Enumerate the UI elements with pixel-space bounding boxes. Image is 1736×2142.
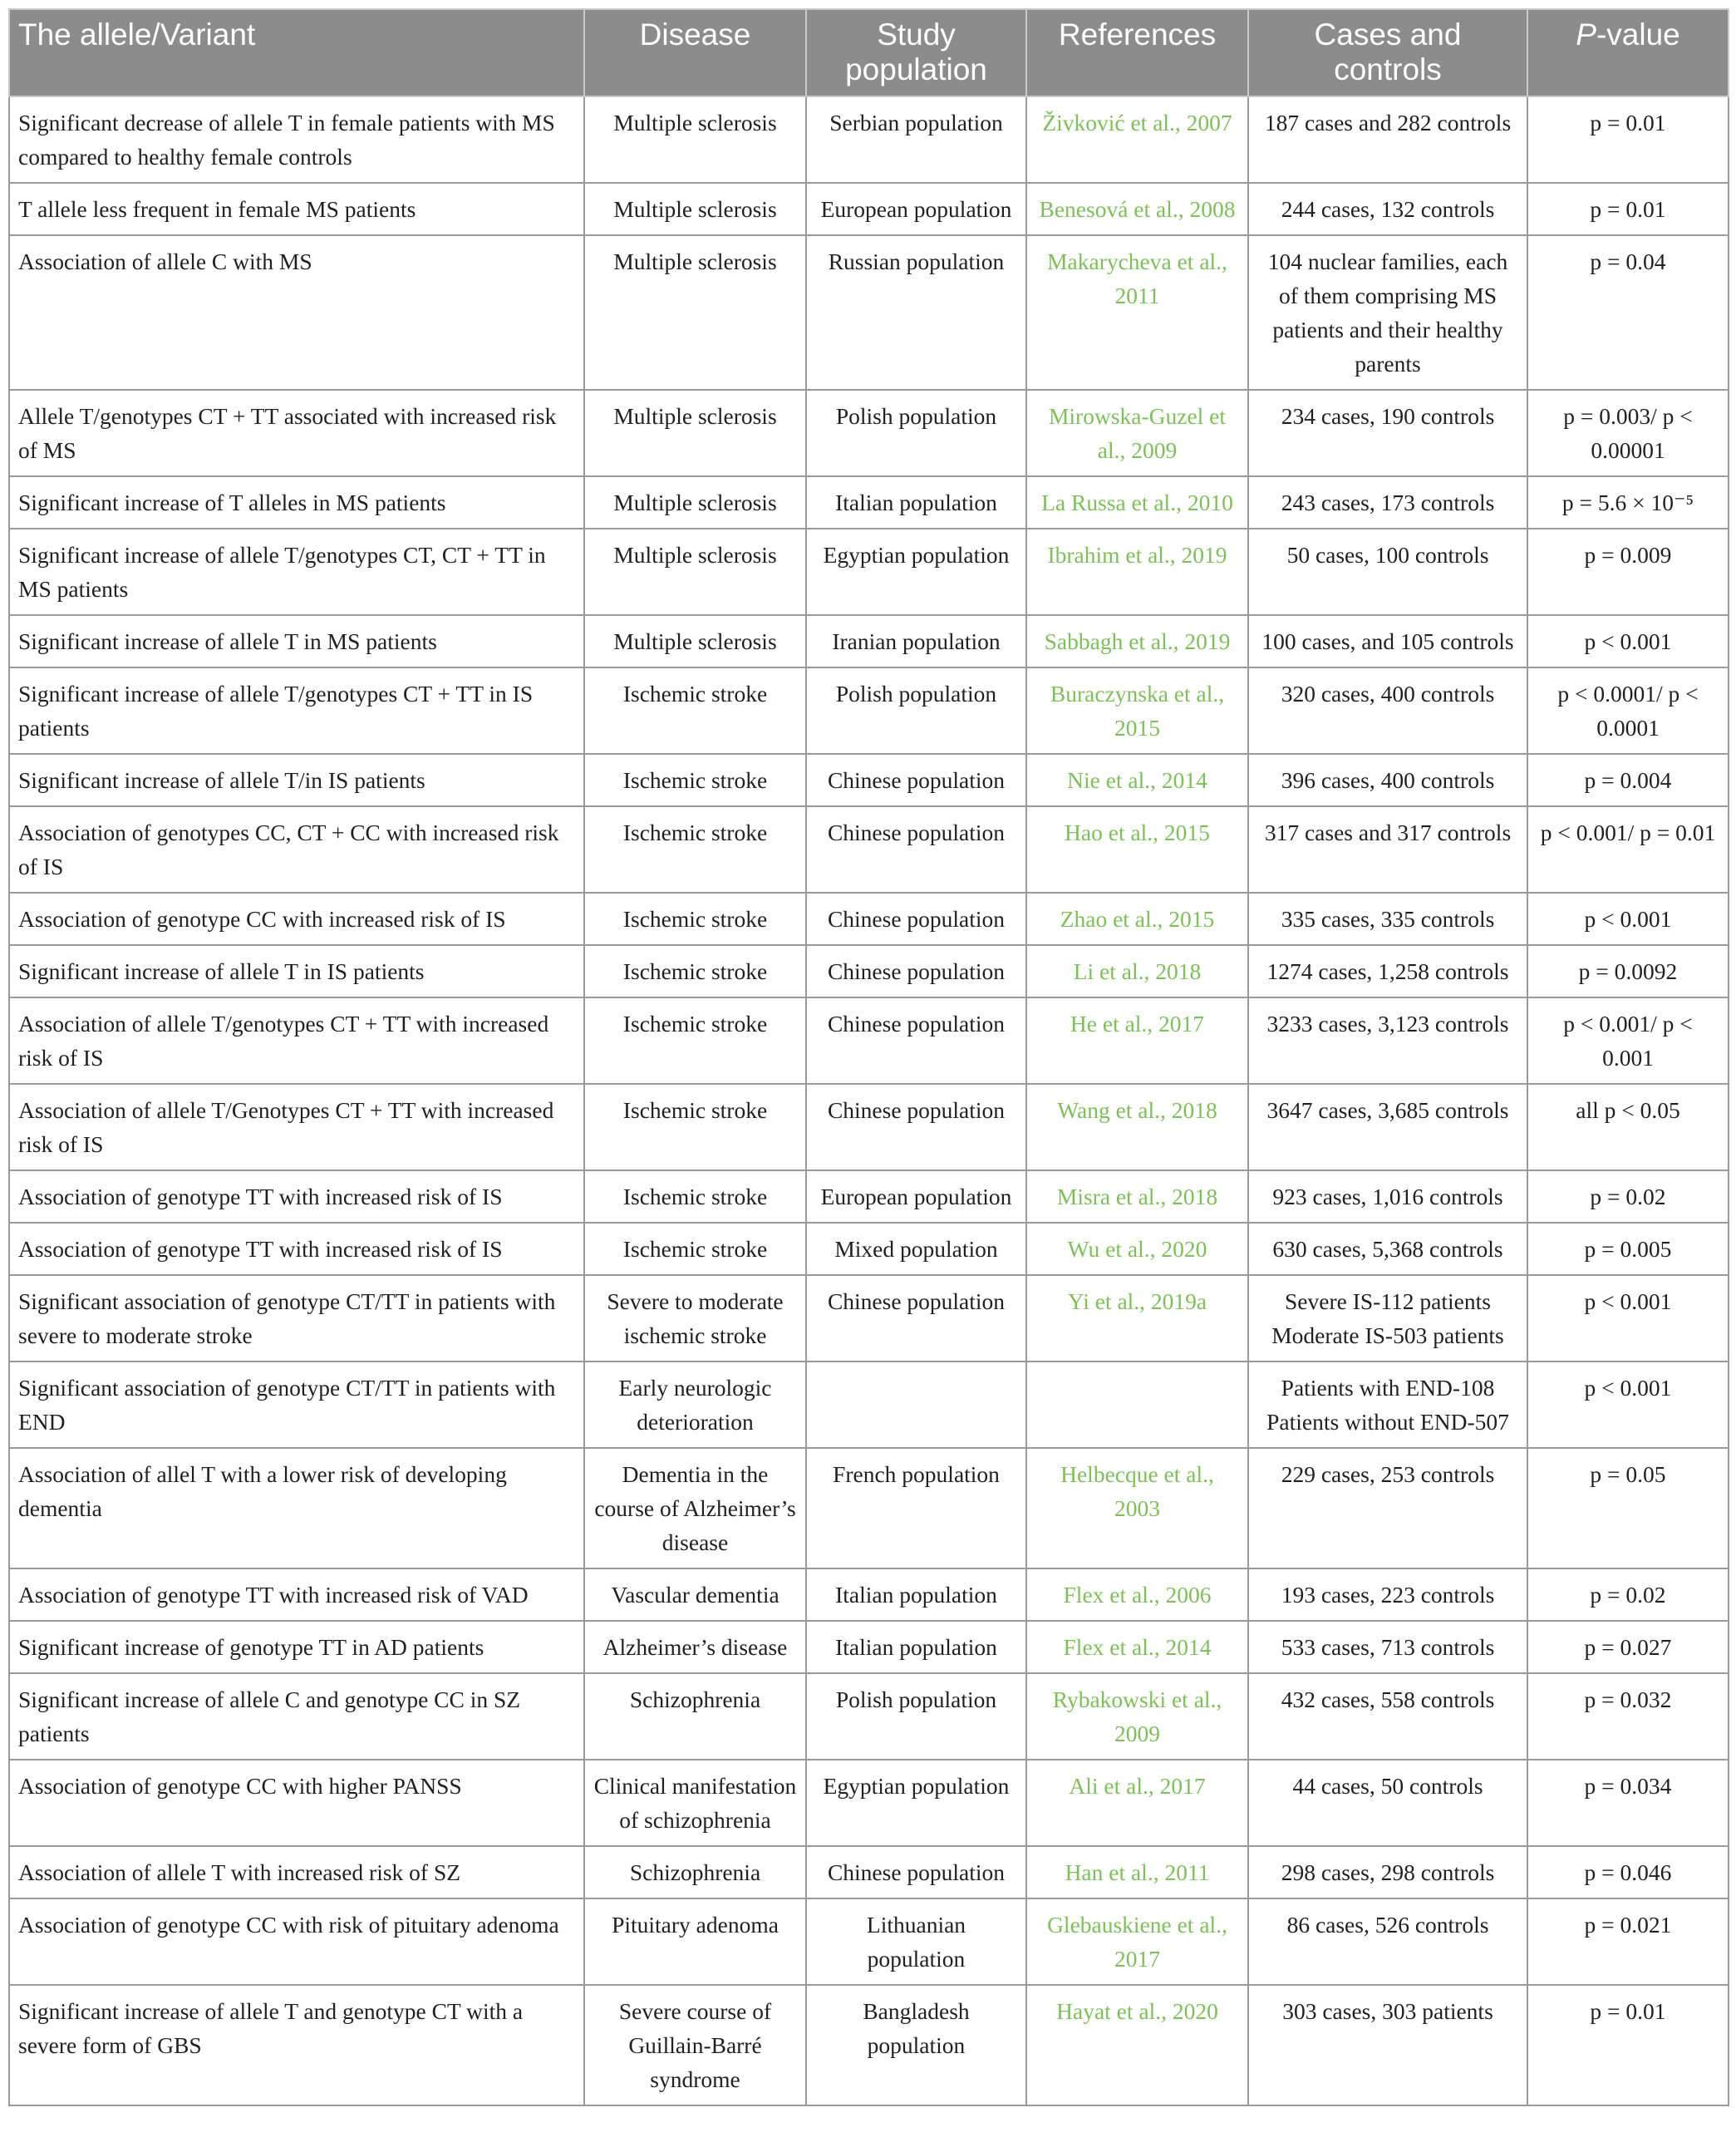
cell-pvalue: p < 0.001 [1527,1275,1729,1362]
cell-allele: T allele less frequent in female MS patients [9,183,584,235]
table-row [9,1673,1729,1760]
header-pvalue [1527,9,1729,96]
cell-reference-link[interactable]: Ibrahim et al., 2019 [1026,529,1248,615]
cell-disease: Ischemic stroke [584,893,806,945]
cell-disease: Multiple sclerosis [584,615,806,667]
table-row [9,1985,1729,2105]
cell-pvalue: p = 5.6 × 10⁻⁵ [1527,476,1729,529]
cell-allele: Significant increase of allele T in IS patients [9,945,584,997]
cell-disease: Ischemic stroke [584,945,806,997]
cell-disease: Ischemic stroke [584,1223,806,1275]
cell-population: Lithuanian population [806,1898,1026,1985]
cell-reference-link[interactable]: Helbecque et al., 2003 [1026,1448,1248,1568]
cell-cases: 303 cases, 303 patients [1248,1985,1527,2105]
cell-cases: Patients with END-108 Patients without END-507 [1248,1362,1527,1448]
cell-population [806,1362,1026,1448]
cell-cases: Severe IS-112 patients Moderate IS-503 patients [1248,1275,1527,1362]
cell-disease: Ischemic stroke [584,997,806,1084]
cell-pvalue: p < 0.001 [1527,1362,1729,1448]
cell-allele: Association of genotypes CC, CT + CC with increased risk of IS [9,806,584,893]
cell-reference-link[interactable]: Wu et al., 2020 [1026,1223,1248,1275]
cell-disease: Multiple sclerosis [584,529,806,615]
cell-allele: Significant increase of allele T and genotype CT with a severe form of GBS [9,1985,584,2105]
cell-allele: Significant increase of allele C and genotype CC in SZ patients [9,1673,584,1760]
cell-allele: Association of allele T/Genotypes CT + TT with increased risk of IS [9,1084,584,1170]
cell-reference-link[interactable]: Rybakowski et al., 2009 [1026,1673,1248,1760]
cell-population: Chinese population [806,997,1026,1084]
table-body [9,96,1729,2105]
table-row [9,997,1729,1084]
cell-reference-link[interactable]: Yi et al., 2019a [1026,1275,1248,1362]
cell-cases: 193 cases, 223 controls [1248,1568,1527,1621]
cell-reference-link[interactable]: Hao et al., 2015 [1026,806,1248,893]
cell-reference-link[interactable]: Wang et al., 2018 [1026,1084,1248,1170]
table-row [9,615,1729,667]
cell-population: Chinese population [806,1846,1026,1898]
cell-allele: Association of genotype TT with increased risk of IS [9,1223,584,1275]
cell-disease: Ischemic stroke [584,1170,806,1223]
cell-disease: Schizophrenia [584,1673,806,1760]
cell-pvalue: p = 0.046 [1527,1846,1729,1898]
cell-population: Chinese population [806,1275,1026,1362]
cell-pvalue: p < 0.001 [1527,615,1729,667]
cell-population: French population [806,1448,1026,1568]
cell-reference-link[interactable]: Hayat et al., 2020 [1026,1985,1248,2105]
cell-cases: 396 cases, 400 controls [1248,754,1527,806]
cell-reference-link[interactable]: Buraczynska et al., 2015 [1026,667,1248,754]
cell-disease: Multiple sclerosis [584,96,806,183]
cell-cases: 86 cases, 526 controls [1248,1898,1527,1985]
cell-disease: Multiple sclerosis [584,476,806,529]
table-row [9,754,1729,806]
cell-reference-link[interactable]: Živković et al., 2007 [1026,96,1248,183]
cell-pvalue: p = 0.027 [1527,1621,1729,1673]
cell-pvalue: p < 0.0001/ p < 0.0001 [1527,667,1729,754]
cell-cases: 229 cases, 253 controls [1248,1448,1527,1568]
cell-disease: Clinical manifestation of schizophrenia [584,1760,806,1846]
cell-allele: Association of genotype TT with increased risk of VAD [9,1568,584,1621]
cell-pvalue: p = 0.032 [1527,1673,1729,1760]
cell-pvalue: all p < 0.05 [1527,1084,1729,1170]
cell-reference-link[interactable]: Flex et al., 2006 [1026,1568,1248,1621]
cell-allele: Allele T/genotypes CT + TT associated with increased risk of MS [9,390,584,476]
cell-cases: 298 cases, 298 controls [1248,1846,1527,1898]
cell-reference-link[interactable]: Makarycheva et al., 2011 [1026,235,1248,390]
cell-cases: 234 cases, 190 controls [1248,390,1527,476]
table-row [9,476,1729,529]
cell-cases: 50 cases, 100 controls [1248,529,1527,615]
cell-reference-link[interactable]: Zhao et al., 2015 [1026,893,1248,945]
cell-reference-link [1026,1362,1248,1448]
cell-population: Chinese population [806,1084,1026,1170]
cell-population: Polish population [806,1673,1026,1760]
cell-population: Serbian population [806,96,1026,183]
cell-cases: 44 cases, 50 controls [1248,1760,1527,1846]
table-row [9,1275,1729,1362]
cell-pvalue: p = 0.02 [1527,1568,1729,1621]
table-row [9,96,1729,183]
cell-disease: Multiple sclerosis [584,183,806,235]
cell-cases: 104 nuclear families, each of them comprising MS patients and their healthy parents [1248,235,1527,390]
table-row [9,529,1729,615]
cell-population: Egyptian population [806,529,1026,615]
cell-cases: 432 cases, 558 controls [1248,1673,1527,1760]
table-row [9,667,1729,754]
cell-cases: 630 cases, 5,368 controls [1248,1223,1527,1275]
header-disease: Disease [584,9,806,96]
header-population: Study population [806,9,1026,96]
cell-allele: Association of allele T/genotypes CT + TT with increased risk of IS [9,997,584,1084]
cell-pvalue: p = 0.005 [1527,1223,1729,1275]
cell-disease: Ischemic stroke [584,667,806,754]
cell-pvalue: p = 0.034 [1527,1760,1729,1846]
cell-population: European population [806,1170,1026,1223]
cell-pvalue: p = 0.0092 [1527,945,1729,997]
cell-population: Italian population [806,476,1026,529]
cell-disease: Schizophrenia [584,1846,806,1898]
cell-pvalue: p = 0.01 [1527,96,1729,183]
cell-allele: Significant increase of allele T in MS patients [9,615,584,667]
cell-cases: 1274 cases, 1,258 controls [1248,945,1527,997]
cell-cases: 244 cases, 132 controls [1248,183,1527,235]
table-row [9,1448,1729,1568]
cell-pvalue: p < 0.001 [1527,893,1729,945]
table-row [9,1898,1729,1985]
cell-allele: Significant association of genotype CT/TT in patients with END [9,1362,584,1448]
header-row [9,9,1729,96]
cell-allele: Association of allel T with a lower risk of developing dementia [9,1448,584,1568]
table-row [9,1362,1729,1448]
cell-reference-link[interactable]: Ali et al., 2017 [1026,1760,1248,1846]
cell-reference-link[interactable]: Sabbagh et al., 2019 [1026,615,1248,667]
cell-allele: Association of allele C with MS [9,235,584,390]
cell-cases: 243 cases, 173 controls [1248,476,1527,529]
cell-pvalue: p = 0.04 [1527,235,1729,390]
cell-allele: Significant increase of T alleles in MS patients [9,476,584,529]
cell-pvalue: p = 0.01 [1527,183,1729,235]
cell-disease: Multiple sclerosis [584,390,806,476]
cell-cases: 317 cases and 317 controls [1248,806,1527,893]
cell-allele: Significant association of genotype CT/TT in patients with severe to moderate stroke [9,1275,584,1362]
cell-allele: Association of genotype TT with increased risk of IS [9,1170,584,1223]
table-row [9,806,1729,893]
cell-reference-link[interactable]: Misra et al., 2018 [1026,1170,1248,1223]
table-row [9,183,1729,235]
header-references: References [1026,9,1248,96]
cell-reference-link[interactable]: Han et al., 2011 [1026,1846,1248,1898]
cell-cases: 187 cases and 282 controls [1248,96,1527,183]
cell-disease: Vascular dementia [584,1568,806,1621]
cell-allele: Significant increase of allele T/in IS patients [9,754,584,806]
cell-population: Mixed population [806,1223,1026,1275]
cell-allele: Significant increase of allele T/genotypes CT + TT in IS patients [9,667,584,754]
table-row [9,1568,1729,1621]
cell-pvalue: p = 0.01 [1527,1985,1729,2105]
cell-population: Italian population [806,1621,1026,1673]
cell-population: Egyptian population [806,1760,1026,1846]
cell-reference-link[interactable]: He et al., 2017 [1026,997,1248,1084]
table-header [9,9,1729,96]
cell-cases: 533 cases, 713 controls [1248,1621,1527,1673]
table-row [9,1760,1729,1846]
header-pvalue-italic: P [1576,17,1596,52]
cell-pvalue: p = 0.021 [1527,1898,1729,1985]
table-row [9,1170,1729,1223]
cell-population: Bangladesh population [806,1985,1026,2105]
cell-disease: Dementia in the course of Alzheimer’s disease [584,1448,806,1568]
cell-allele: Significant increase of genotype TT in AD patients [9,1621,584,1673]
cell-pvalue: p < 0.001/ p = 0.01 [1527,806,1729,893]
cell-reference-link[interactable]: Li et al., 2018 [1026,945,1248,997]
table-row [9,893,1729,945]
cell-disease: Pituitary adenoma [584,1898,806,1985]
cell-allele: Significant decrease of allele T in female patients with MS compared to healthy female controls [9,96,584,183]
cell-disease: Early neurologic deterioration [584,1362,806,1448]
cell-population: Chinese population [806,806,1026,893]
cell-population: Italian population [806,1568,1026,1621]
cell-population: Chinese population [806,754,1026,806]
table-row [9,1223,1729,1275]
cell-cases: 3233 cases, 3,123 controls [1248,997,1527,1084]
cell-disease: Alzheimer’s disease [584,1621,806,1673]
cell-allele: Association of allele T with increased risk of SZ [9,1846,584,1898]
table-row [9,1621,1729,1673]
cell-population: European population [806,183,1026,235]
cell-pvalue: p = 0.003/ p < 0.00001 [1527,390,1729,476]
cell-cases: 100 cases, and 105 controls [1248,615,1527,667]
header-allele: The allele/Variant [9,9,584,96]
cell-disease: Ischemic stroke [584,806,806,893]
table-container [8,8,1728,2106]
cell-reference-link[interactable]: Benesová et al., 2008 [1026,183,1248,235]
cell-disease: Ischemic stroke [584,754,806,806]
table-row [9,945,1729,997]
cell-allele: Association of genotype CC with higher PANSS [9,1760,584,1846]
cell-population: Iranian population [806,615,1026,667]
cell-cases: 320 cases, 400 controls [1248,667,1527,754]
cell-pvalue: p = 0.05 [1527,1448,1729,1568]
cell-pvalue: p = 0.02 [1527,1170,1729,1223]
cell-reference-link[interactable]: Nie et al., 2014 [1026,754,1248,806]
association-table [8,8,1729,2106]
cell-population: Polish population [806,390,1026,476]
cell-reference-link[interactable]: Mirowska-Guzel et al., 2009 [1026,390,1248,476]
table-row [9,1084,1729,1170]
cell-disease: Ischemic stroke [584,1084,806,1170]
cell-allele: Significant increase of allele T/genotypes CT, CT + TT in MS patients [9,529,584,615]
cell-allele: Association of genotype CC with risk of pituitary adenoma [9,1898,584,1985]
cell-cases: 335 cases, 335 controls [1248,893,1527,945]
cell-pvalue: p = 0.009 [1527,529,1729,615]
cell-cases: 923 cases, 1,016 controls [1248,1170,1527,1223]
header-cases: Cases and controls [1248,9,1527,96]
cell-population: Chinese population [806,893,1026,945]
cell-population: Russian population [806,235,1026,390]
cell-pvalue: p = 0.004 [1527,754,1729,806]
cell-population: Polish population [806,667,1026,754]
table-row [9,390,1729,476]
cell-disease: Severe course of Guillain-Barré syndrome [584,1985,806,2105]
cell-reference-link[interactable]: Flex et al., 2014 [1026,1621,1248,1673]
cell-cases: 3647 cases, 3,685 controls [1248,1084,1527,1170]
header-pvalue-rest: -value [1596,17,1680,52]
cell-reference-link[interactable]: Glebauskiene et al., 2017 [1026,1898,1248,1985]
table-row [9,235,1729,390]
cell-population: Chinese population [806,945,1026,997]
cell-disease: Multiple sclerosis [584,235,806,390]
table-row [9,1846,1729,1898]
cell-allele: Association of genotype CC with increased risk of IS [9,893,584,945]
cell-reference-link[interactable]: La Russa et al., 2010 [1026,476,1248,529]
cell-pvalue: p < 0.001/ p < 0.001 [1527,997,1729,1084]
cell-disease: Severe to moderate ischemic stroke [584,1275,806,1362]
